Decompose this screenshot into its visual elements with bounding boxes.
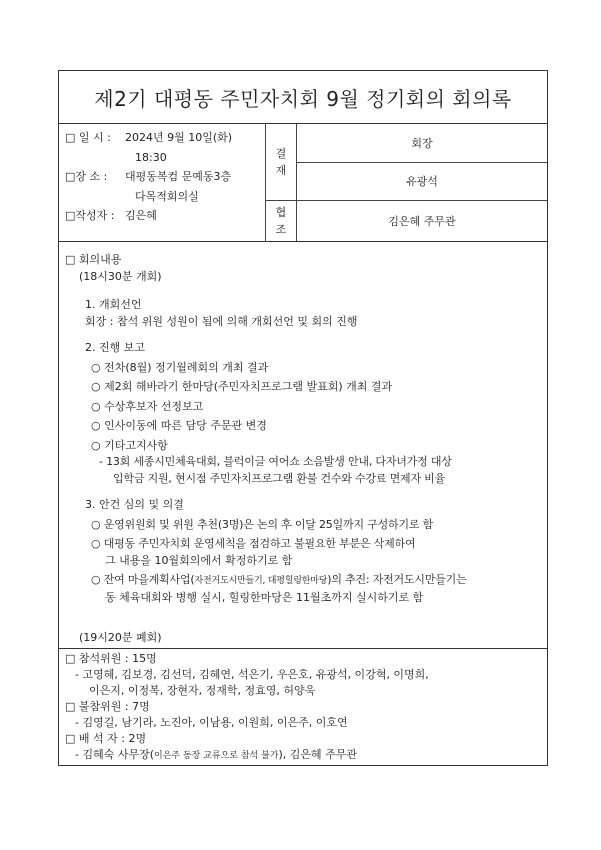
- item-3a-suffix: )의 추진: 자전거도시만들기는: [327, 573, 467, 586]
- section-3-item-1: ○ 운영위원회 및 위원 추천(3명)은 논의 후 이달 25일까지 구성하기로 함: [91, 517, 434, 531]
- approval-row: [266, 124, 547, 201]
- section-3-item-2a: ○ 대평동 주민자치회 운영세칙을 점검하고 불필요한 부분은 삭제하여: [91, 537, 416, 550]
- open-time: (18시30분 개회): [79, 269, 162, 283]
- section-3-item-3c: 동 체육대회와 병행 실시, 힐링한마당은 11월초까지 실시하기로 함: [105, 590, 424, 604]
- present-header: □ 참석위원 : 15명: [65, 652, 157, 665]
- section-3-title: 3. 안건 심의 및 의결: [85, 498, 184, 511]
- time-value: 18:30: [135, 150, 167, 164]
- present-list-2: 이은지, 이정복, 장현자, 정재학, 정효영, 허양욱: [89, 684, 316, 697]
- section-2-title: 2. 진행 보고: [85, 341, 145, 354]
- minutes-page: [58, 70, 548, 766]
- meeting-content: [58, 242, 548, 649]
- approval-label: [266, 124, 297, 200]
- absent-list: - 김영길, 남기라, 노진아, 이남용, 이원희, 이은주, 이호연: [75, 716, 348, 729]
- cooperation-label-1: 협: [275, 206, 287, 219]
- document-title: 제2기 대평동 주민자치회 9월 정기회의 회의록: [94, 86, 512, 111]
- meeting-info: [59, 124, 266, 241]
- cooperation-label-2: 조: [275, 223, 287, 236]
- observer-list: [65, 747, 541, 764]
- item-3a-small: 자전거도시만들기, 대평힐링한마당: [194, 576, 328, 586]
- cooperation-row: [266, 201, 547, 241]
- place-label: □장 소 :: [65, 170, 108, 183]
- signature-block: [266, 124, 547, 241]
- observer-suffix: ), 김은혜 주무관: [278, 748, 358, 761]
- info-section: [58, 123, 548, 242]
- writer-row: [65, 206, 265, 226]
- place-row: [65, 167, 265, 187]
- content-header: □ 회의내용: [65, 253, 122, 266]
- approval-label-1: 결: [275, 147, 287, 160]
- attendance-section: [58, 649, 548, 766]
- section-2-sub-1: - 13회 세종시민체육대회, 블럭이글 여어쇼 소음발생 안내, 다자녀가정 대상: [99, 455, 452, 468]
- date-label: □ 일 시 :: [65, 131, 111, 144]
- place-value-2: 다목적회의실: [135, 189, 199, 203]
- section-2-item: ○ 기타고지사항: [91, 438, 168, 452]
- chair-name-cell: [297, 163, 547, 201]
- section-2-item: ○ 전차(8월) 정기월례회의 개최 결과: [91, 360, 269, 374]
- approval-cells: [297, 124, 547, 200]
- approval-label-2: 재: [275, 164, 287, 177]
- present-list-1: - 고영혜, 김보경, 김선덕, 김혜연, 석은기, 우은호, 유광석, 이강혁, 이명희,: [75, 668, 429, 681]
- section-1-text: 회장 : 참석 위원 성원이 됨에 의해 개회선언 및 회의 진행: [85, 314, 358, 328]
- item-3a-prefix: ○ 잔여 마을계획사업(: [91, 573, 195, 586]
- cooperation-name-cell: [297, 201, 547, 241]
- section-2-sub-2: 입학금 지원, 현시점 주민자치프로그램 환불 건수와 수강료 면제자 비율: [113, 471, 446, 485]
- date-row: [65, 128, 265, 148]
- section-3-item-3a: [65, 572, 541, 590]
- absent-header: □ 불참위원 : 7명: [65, 700, 150, 713]
- close-time: (19시20분 폐회): [79, 631, 162, 644]
- writer-value: 김은혜: [125, 209, 157, 222]
- chair-title-cell: [297, 124, 547, 163]
- observer-prefix: - 김혜숙 사무장(: [75, 748, 155, 761]
- date-value: 2024년 9월 10일(화): [125, 131, 233, 144]
- writer-label: □작성자 :: [65, 209, 115, 222]
- title-box: [58, 70, 548, 123]
- chair-name: 유광석: [406, 175, 438, 189]
- chair-title: 회장: [411, 136, 433, 150]
- cooperation-cells: [297, 201, 547, 241]
- cooperation-name: 김은혜 주무관: [388, 215, 456, 228]
- section-3-item-2b: 그 내용을 10월회의에서 확정하기로 함: [105, 553, 293, 567]
- section-1-title: 1. 개회선언: [85, 298, 142, 311]
- observer-header: □ 배 석 자 : 2명: [65, 732, 147, 745]
- section-2-item: ○ 제2회 해바라기 한마당(주민자치프로그램 발표회) 개최 결과: [91, 380, 393, 393]
- section-2-item: ○ 수상후보자 선정보고: [91, 399, 204, 413]
- cooperation-label: [266, 201, 297, 241]
- section-2-item: ○ 인사이동에 따른 담당 주문관 변경: [91, 419, 267, 432]
- place-value: 대평동복컴 문예동3층: [125, 170, 232, 183]
- observer-note: 이은주 동장 교류으로 참석 불가: [154, 751, 279, 761]
